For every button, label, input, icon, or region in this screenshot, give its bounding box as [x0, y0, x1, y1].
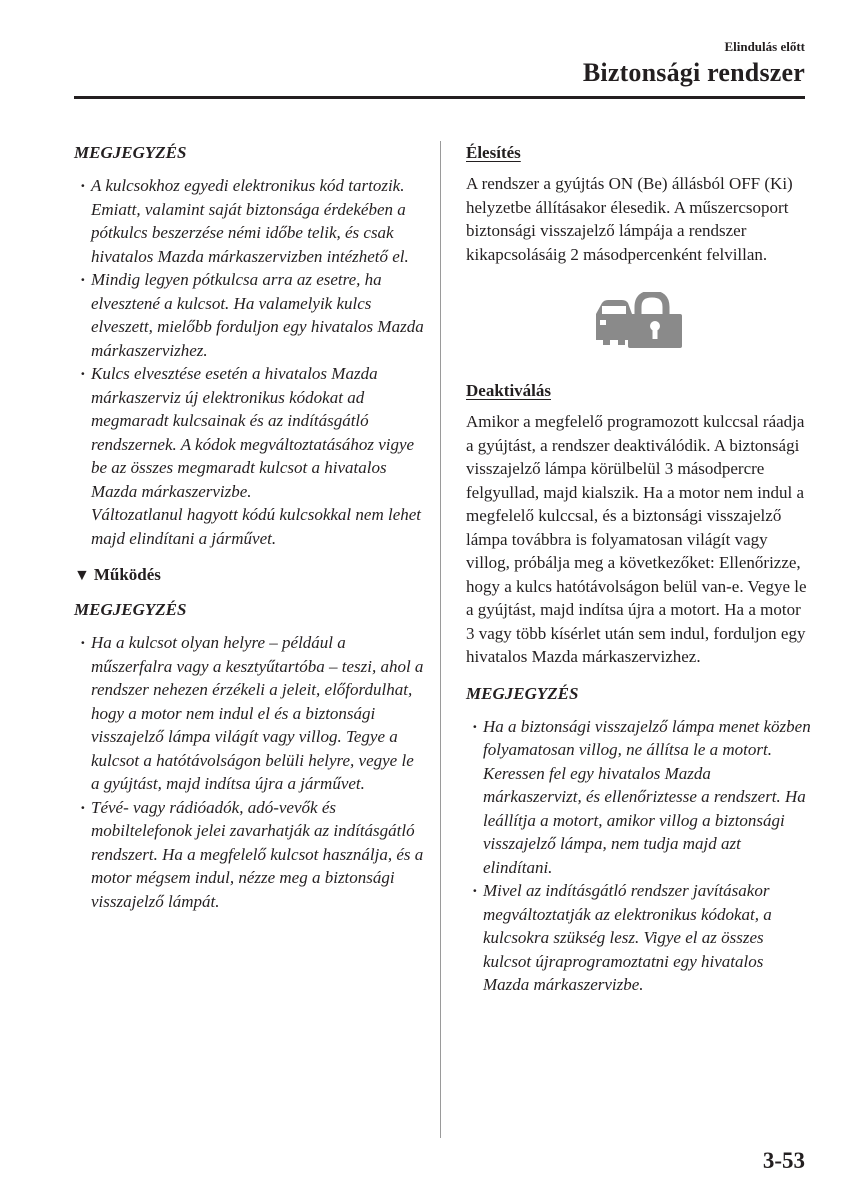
right-column	[466, 140, 812, 997]
note-title: MEGJEGYZÉS	[74, 600, 187, 619]
note-item-text: Tévé- vagy rádióadók, adó-vevők és mobiltelefonok jelei zavarhatják az indításgátló rendszert. Ha a megfelelő kulcsot használja, és a motor mégsem indul, nézze meg a biztonsági visszajelző lámpát.	[91, 797, 424, 911]
disarming-heading: Deaktiválás	[466, 381, 551, 400]
note-item-text: Ha a biztonsági visszajelző lámpa menet közben folyamatosan villog, ne állítsa le a motort. Keressen fel egy hivatalos Mazda márkaszervizt, és ellenőriztesse a rendszert. Ha leállítja a motort, amikor villog a biztonsági visszajelző lámpa, nem tudja majd azt elindítani.	[483, 716, 811, 877]
note-list	[74, 174, 426, 550]
note-item-extra: Változatlanul hagyott kódú kulcsokkal nem lehet majd elindítani a járművet.	[91, 505, 422, 548]
note-item	[74, 362, 426, 550]
note-title: MEGJEGYZÉS	[74, 143, 187, 162]
note-item	[466, 879, 812, 997]
note-item	[74, 174, 426, 268]
header-rule	[74, 96, 805, 99]
column-divider	[440, 141, 441, 1138]
page-title: Biztonsági rendszer	[582, 58, 805, 87]
note-item	[74, 796, 426, 914]
note-title: MEGJEGYZÉS	[466, 683, 579, 703]
note-item	[74, 631, 426, 796]
note-item	[74, 268, 426, 362]
note-item-text: A kulcsokhoz egyedi elektronikus kód tartozik. Emiatt, valamint saját biztonsága érdekében a pótkulcs beszerzése némi időbe telik, és csak hivatalos Mazda márkaszervizben intézhető el.	[91, 176, 409, 266]
left-column	[74, 140, 426, 913]
note-item-text: Kulcs elvesztése esetén a hivatalos Mazda márkaszerviz új elektronikus kódokat ad megmaradt kulcsainak és az indításgátló rendszernek. A kódok megváltoztatásához vigye be az összes megmaradt kulcsot a hivatalos Mazda márkaszervizbe.	[91, 364, 415, 501]
page-number: 3-53	[762, 1148, 805, 1173]
note-item-text: Mivel az indításgátló rendszer javításakor megváltoztatják az elektronikus kódokat, a kulcsokra szükség lesz. Vigye el az összes kulcsot újraprogramoztatni egy hivatalos Mazda márkaszervizbe.	[483, 881, 772, 994]
note-item-text: Ha a kulcsot olyan helyre – például a műszerfalra vagy a kesztyűtartóba – teszi, ahol a rendszer nehezen érzékeli a jeleit, előfordulhat, hogy a motor nem indul el és a biztonsági visszajelző lámpa világít vagy villog. Tegye a kulcsot a hatótávolságon belüli helyre, vegye le a gyújtást, majd indítsa újra a járművet.	[91, 633, 424, 793]
section-heading-text: Működés	[93, 565, 161, 584]
section-heading	[74, 562, 426, 589]
disarming-text: Amikor a megfelelő programozott kulccsal ráadja a gyújtást, a rendszer deaktiválódik. A biztonsági visszajelző lámpa körülbelül 3 másodpercre felgyullad, majd kialszik. Ha a motor nem indul a megfelelő kulccsal, és a biztonsági visszajelző lámpa továbbra is folyamatosan világít vagy villog, próbálja meg a következőket: Ellenőrizze, hogy a kulcs hatótávolságon belül van-e. Vegye le a gyújtást, majd indítsa újra a motort. Ha a motor 3 vagy több kísérlet után sem indul, forduljon egy hivatalos Mazda márkaszervizhez.	[466, 412, 807, 666]
note-item	[466, 715, 812, 880]
chapter-header: Elindulás előtt	[724, 39, 805, 54]
arming-heading: Élesítés	[466, 143, 521, 162]
security-indicator-icon	[592, 292, 686, 352]
note-list	[466, 715, 812, 997]
triangle-marker-icon: ▼	[74, 567, 90, 584]
note-list	[74, 631, 426, 913]
note-item-text: Mindig legyen pótkulcsa arra az esetre, ha elvesztené a kulcsot. Ha valamelyik kulcs elveszett, mielőbb forduljon egy hivatalos Mazda márkaszervizhez.	[91, 270, 424, 360]
arming-text: A rendszer a gyújtás ON (Be) állásból OFF (Ki) helyzetbe állításakor élesedik. A műszercsoport biztonsági visszajelző lámpája a rendszer kikapcsolásáig 2 másodpercenként felvillan.	[466, 174, 793, 264]
